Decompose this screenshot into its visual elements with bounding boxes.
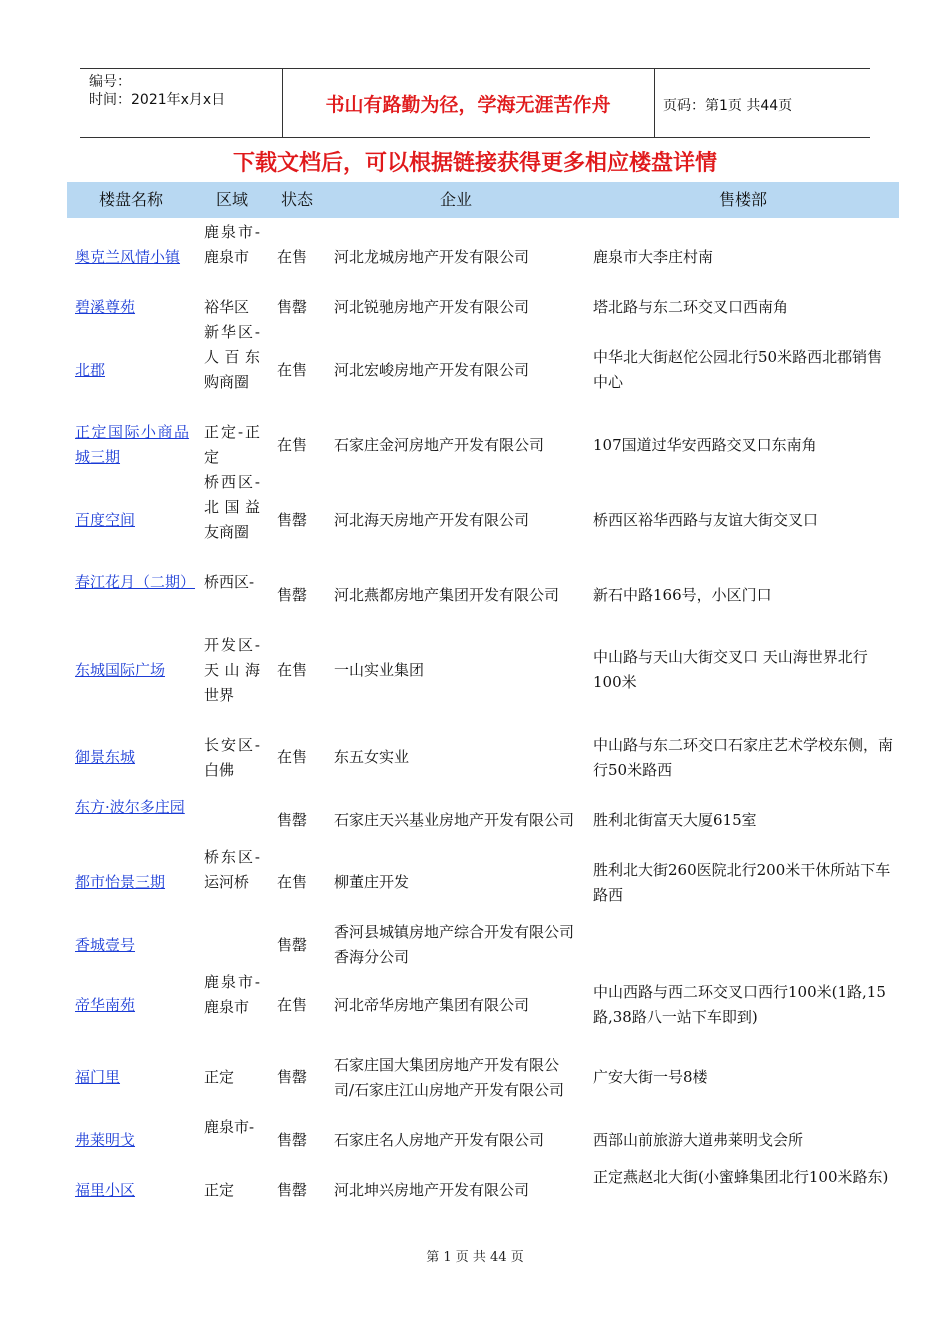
- table-row: [0, 620, 950, 720]
- download-banner: 下载文档后，可以根据链接获得更多相应楼盘详情: [232, 151, 717, 176]
- header-divider: [654, 69, 655, 137]
- listing-area: 桥西区-北国益友商圈: [204, 473, 260, 541]
- listing-company: 河北宏峻房地产开发有限公司: [334, 360, 530, 379]
- listing-name-link[interactable]: 东方·波尔多庄园: [75, 798, 185, 816]
- listing-name-cell: [75, 570, 196, 595]
- time-label: 时间：2021年x月x日: [89, 92, 226, 108]
- table-row: [0, 1165, 950, 1215]
- table-row: [0, 795, 950, 845]
- listing-name-link[interactable]: 正定国际小商品城三期: [75, 423, 189, 466]
- table-row: [0, 220, 950, 295]
- listing-sales-office: 中山路与东二环交口石家庄艺术学校东侧，南行50米路西: [593, 735, 894, 779]
- listing-company: 香河县城镇房地产综合开发有限公司香海分公司: [334, 923, 575, 966]
- listing-name-cell: [75, 245, 189, 270]
- table-row: [0, 845, 950, 920]
- listing-status: 售罄: [277, 585, 308, 604]
- table-header: [67, 182, 899, 218]
- listing-sales-office: 107国道过华安西路交叉口东南角: [593, 435, 817, 454]
- listing-area: 鹿泉市-鹿泉市: [204, 223, 260, 266]
- listing-sales-office: 塔北路与东二环交叉口西南角: [593, 298, 789, 316]
- table-row: [0, 1040, 950, 1115]
- listing-name-cell: [75, 933, 189, 958]
- listing-status: 售罄: [277, 1180, 308, 1199]
- table-row: [0, 320, 950, 420]
- table-row: [0, 720, 950, 795]
- listing-status: 售罄: [277, 298, 308, 316]
- listing-area: 正定-正定: [204, 423, 260, 466]
- listing-status: 售罄: [277, 810, 308, 829]
- listing-status: 在售: [277, 873, 308, 891]
- listing-sales-office: 新石中路166号，小区门口: [593, 585, 772, 604]
- column-header-company: 企业: [439, 190, 472, 209]
- table-row: [0, 570, 950, 620]
- listing-area: 桥西区-: [204, 573, 255, 591]
- column-header-office: 售楼部: [718, 190, 767, 209]
- listing-company: 河北燕都房地产集团开发有限公司: [334, 585, 560, 604]
- listing-name-link[interactable]: 碧溪尊苑: [75, 298, 136, 316]
- listing-name-link[interactable]: 福里小区: [75, 1180, 136, 1199]
- table-row: [0, 295, 950, 320]
- listing-name-link[interactable]: 百度空间: [75, 510, 136, 529]
- page-footer: 第 1 页 共 44 页: [426, 1250, 524, 1265]
- listing-name-cell: [75, 658, 189, 683]
- listing-name-cell: [75, 993, 189, 1018]
- page-info: 页码：第1页 共44页: [663, 98, 793, 114]
- listing-name-link[interactable]: 香城壹号: [75, 935, 136, 954]
- listing-area: 鹿泉市-: [204, 1118, 255, 1136]
- listing-status: 在售: [277, 360, 308, 379]
- listing-sales-office: 中山西路与西二环交叉口西行100米(1路,15路,38路八一站下车即到): [593, 983, 886, 1026]
- listing-name-link[interactable]: 奥克兰风情小镇: [75, 248, 181, 266]
- listing-name-cell: [75, 420, 189, 470]
- number-label: 编号：: [89, 74, 131, 90]
- listing-name-link[interactable]: 东城国际广场: [75, 660, 166, 679]
- listing-status: 在售: [277, 995, 308, 1014]
- listing-name-cell: [75, 870, 189, 895]
- listing-sales-office: 中华北大街赵佗公园北行50米路西北郡销售中心: [593, 348, 883, 391]
- header-meta: [89, 73, 225, 109]
- listing-status: 售罄: [277, 1130, 308, 1149]
- listing-company: 东五女实业: [334, 748, 410, 766]
- listing-name-link[interactable]: 帝华南苑: [75, 995, 136, 1014]
- column-header-status: 状态: [280, 190, 313, 209]
- table-row: [0, 920, 950, 970]
- listing-name-cell: [75, 508, 189, 533]
- table-row: [0, 420, 950, 470]
- listing-company: 河北锐驰房地产开发有限公司: [334, 298, 530, 316]
- listing-company: 河北龙城房地产开发有限公司: [334, 248, 530, 266]
- listing-status: 售罄: [277, 935, 308, 954]
- listing-company: 一山实业集团: [334, 660, 425, 679]
- listing-sales-office: 胜利北大街260医院北行200米干休所站下车路西: [593, 860, 891, 904]
- listing-area: 裕华区: [204, 298, 250, 316]
- listing-company: 河北坤兴房地产开发有限公司: [334, 1180, 530, 1199]
- listing-area: 长安区-白佛: [204, 735, 260, 779]
- listing-sales-office: 正定燕赵北大街(小蜜蜂集团北行100米路东): [593, 1168, 889, 1186]
- listing-name-cell: [75, 358, 189, 383]
- listing-status: 售罄: [277, 510, 308, 529]
- listing-name-cell: [75, 1178, 189, 1203]
- listing-name-cell: [75, 745, 189, 770]
- listing-company: 石家庄天兴基业房地产开发有限公司: [334, 810, 575, 829]
- listing-company: 石家庄国大集团房地产开发有限公司/石家庄江山房地产开发有限公司: [334, 1055, 565, 1099]
- table-row: [0, 1115, 950, 1165]
- listing-status: 在售: [277, 435, 308, 454]
- listing-name-link[interactable]: 御景东城: [75, 748, 136, 766]
- listing-area: 新华区-人百东购商圈: [204, 323, 260, 391]
- listing-area: 桥东区-运河桥: [204, 848, 260, 891]
- listing-name-link[interactable]: 北郡: [75, 360, 106, 379]
- listing-name-cell: [75, 795, 189, 820]
- listing-area: 正定: [204, 1068, 235, 1086]
- column-header-area: 区域: [215, 190, 248, 209]
- listing-sales-office: 中山路与天山大街交叉口 天山海世界北行100米: [593, 648, 868, 691]
- listing-sales-office: 胜利北街富天大厦615室: [593, 810, 757, 829]
- column-header-name: 楼盘名称: [98, 190, 163, 209]
- listing-sales-office: 鹿泉市大李庄村南: [593, 248, 714, 266]
- header-slogan: 书山有路勤为径，学海无涯苦作舟: [325, 93, 611, 116]
- listing-company: 石家庄金河房地产开发有限公司: [334, 435, 545, 454]
- listing-name-cell: [75, 1065, 189, 1090]
- listing-status: 在售: [277, 660, 308, 679]
- listing-name-cell: [75, 295, 189, 320]
- listing-company: 石家庄名人房地产开发有限公司: [334, 1130, 545, 1149]
- listing-area: 鹿泉市-鹿泉市: [204, 973, 260, 1016]
- listing-company: 柳董庄开发: [334, 873, 410, 891]
- listing-sales-office: 广安大街一号8楼: [593, 1068, 708, 1086]
- listing-company: 河北海天房地产开发有限公司: [334, 510, 530, 529]
- listing-area: 开发区-天山海世界: [204, 635, 260, 704]
- listing-company: 河北帝华房地产集团有限公司: [334, 995, 530, 1014]
- listing-name-link[interactable]: 弗莱明戈: [75, 1130, 136, 1149]
- listing-status: 售罄: [277, 1068, 308, 1086]
- table-row: [0, 470, 950, 570]
- listing-name-link[interactable]: 都市怡景三期: [75, 873, 166, 891]
- listing-status: 在售: [277, 748, 308, 766]
- listing-sales-office: 西部山前旅游大道弗莱明戈会所: [593, 1130, 804, 1149]
- table-row: [0, 970, 950, 1040]
- listing-name-link[interactable]: 春江花月（二期）: [75, 573, 196, 591]
- listing-area: 正定: [204, 1180, 235, 1199]
- listing-name-link[interactable]: 福门里: [75, 1068, 121, 1086]
- listing-name-cell: [75, 1128, 189, 1153]
- page-header: [80, 68, 870, 138]
- listing-sales-office: 桥西区裕华西路与友谊大街交叉口: [593, 510, 819, 529]
- listing-status: 在售: [277, 248, 308, 266]
